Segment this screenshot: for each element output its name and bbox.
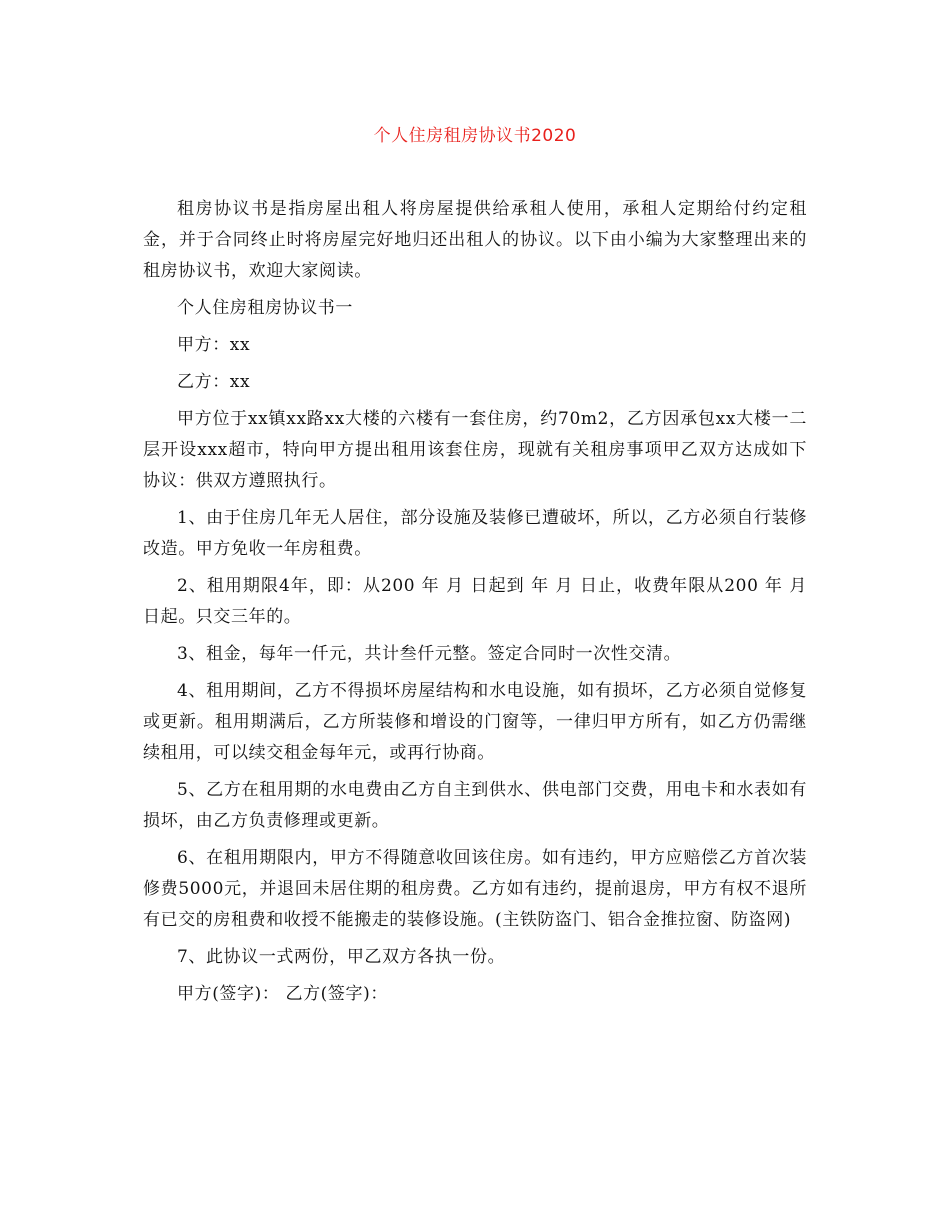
paragraph-subtitle: 个人住房租房协议书一 — [177, 298, 353, 318]
paragraph-clause-5: 5、乙方在租用期的水电费由乙方自主到供水、供电部门交费，用电卡和水表如有损坏，由乙方负责修理或更新。 — [143, 780, 807, 831]
paragraph-clause-6: 6、在租用期限内，甲方不得随意收回该住房。如有违约，甲方应赔偿乙方首次装修费5000元，并退回未居住期的租房费。乙方如有违约，提前退房，甲方有权不退所有已交的房租费和收授不能搬走的装修设施。(主铁防盗门、铝合金推拉窗、防盗网) — [143, 848, 807, 930]
paragraph-clause-7: 7、此协议一式两份，甲乙双方各执一份。 — [177, 947, 506, 967]
paragraph-party-a: 甲方：xx — [177, 335, 251, 355]
paragraph-party-b: 乙方：xx — [177, 372, 251, 392]
document-title: 个人住房租房协议书2020 — [373, 126, 577, 146]
document-body — [143, 194, 807, 1016]
paragraph-intro: 租房协议书是指房屋出租人将房屋提供给承租人使用，承租人定期给付约定租金，并于合同终止时将房屋完好地归还出租人的协议。以下由小编为大家整理出来的租房协议书，欢迎大家阅读。 — [143, 199, 807, 281]
paragraph-clause-2: 2、租用期限4年，即：从200 年 月 日起到 年 月 日止，收费年限从200 年 月 日起。只交三年的。 — [143, 576, 807, 627]
paragraph-signatures: 甲方(签字)： 乙方(签字)： — [177, 984, 388, 1004]
paragraph-background: 甲方位于xx镇xx路xx大楼的六楼有一套住房，约70m2，乙方因承包xx大楼一二层开设xxx超市，特向甲方提出租用该套住房，现就有关租房事项甲乙双方达成如下协议：供双方遵照执行。 — [143, 409, 807, 491]
paragraph-clause-1: 1、由于住房几年无人居住，部分设施及装修已遭破坏，所以，乙方必须自行装修改造。甲方免收一年房租费。 — [143, 508, 807, 559]
paragraph-clause-4: 4、租用期间，乙方不得损坏房屋结构和水电设施，如有损坏，乙方必须自觉修复或更新。租用期满后，乙方所装修和增设的门窗等，一律归甲方所有，如乙方仍需继续租用，可以续交租金每年元，或再行协商。 — [143, 681, 807, 763]
paragraph-clause-3: 3、租金，每年一仟元，共计叁仟元整。签定合同时一次性交清。 — [177, 644, 682, 664]
